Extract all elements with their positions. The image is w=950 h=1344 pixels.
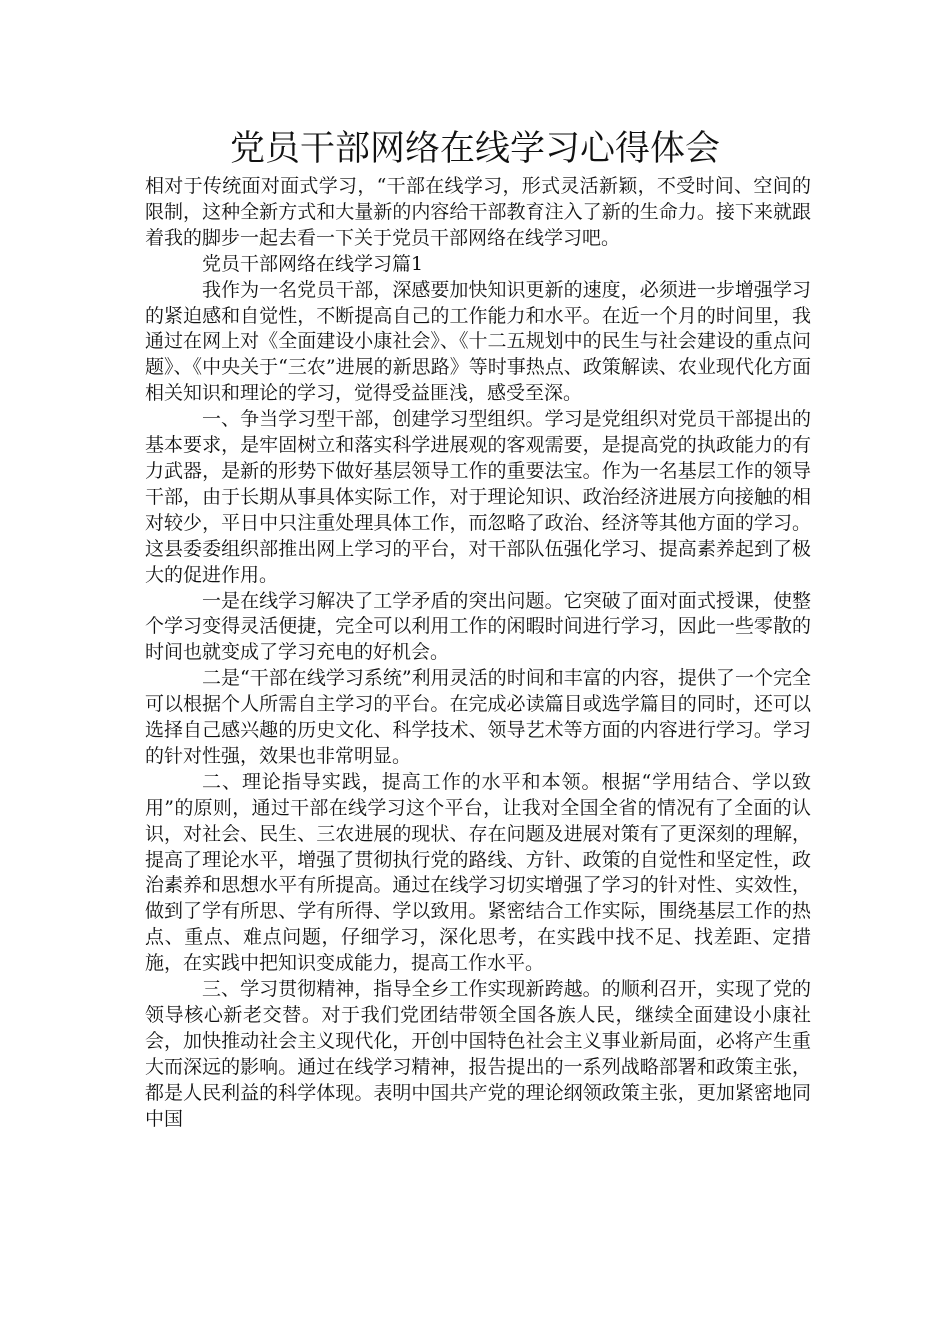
paragraph-intro: 相对于传统面对面式学习，“干部在线学习，形式灵活新颖，不受时间、空间的限制，这种全新方式和大量新的内容给干部教育注入了新的生命力。接下来就跟着我的脚步一起去看一下关于党员干部网络在线学习吧。 — [145, 175, 811, 249]
document-title: 党员干部网络在线学习心得体会 — [229, 129, 720, 169]
paragraph: 一、争当学习型干部，创建学习型组织。学习是党组织对党员干部提出的基本要求，是牢固树立和落实科学进展观的客观需要，是提高党的执政能力的有力武器，是新的形势下做好基层领导工作的重要法宝。作为一名基层工作的领导干部，由于长期从事具体实际工作，对于理论知识、政治经济进展方向接触的相对较少，平日中只注重处理具体工作，而忽略了政治、经济等其他方面的学习。这县委委组织部推出网上学习的平台，对干部队伍强化学习、提高素养起到了极大的促进作用。 — [145, 408, 811, 586]
paragraph: 二、理论指导实践，提高工作的水平和本领。根据“学用结合、学以致用”的原则，通过干部在线学习这个平台，让我对全国全省的情况有了全面的认识，对社会、民生、三农进展的现状、存在问题及进展对策有了更深刻的理解，提高了理论水平，增强了贯彻执行党的路线、方针、政策的自觉性和坚定性，政治素养和思想水平有所提高。通过在线学习切实增强了学习的针对性、实效性，做到了学有所思、学有所得、学以致用。紧密结合工作实际，围绕基层工作的热点、重点、难点问题，仔细学习，深化思考，在实践中找不足、找差距、定措施，在实践中把知识变成能力，提高工作水平。 — [145, 770, 811, 975]
paragraph: 二是“干部在线学习系统”利用灵活的时间和丰富的内容，提供了一个完全可以根据个人所需自主学习的平台。在完成必读篇目或选学篇目的同时，还可以选择自己感兴趣的历史文化、科学技术、领导艺术等方面的内容进行学习。学习的针对性强，效果也非常明显。 — [145, 667, 811, 767]
document-body — [145, 174, 811, 1133]
section-heading: 党员干部网络在线学习篇1 — [202, 252, 424, 275]
paragraph: 一是在线学习解决了工学矛盾的突出问题。它突破了面对面式授课，使整个学习变得灵活便捷，完全可以利用工作的闲暇时间进行学习，因此一些零散的时间也就变成了学习充电的好机会。 — [145, 589, 811, 664]
paragraph: 我作为一名党员干部，深感要加快知识更新的速度，必须进一步增强学习的紧迫感和自觉性，不断提高自己的工作能力和水平。在近一个月的时间里，我通过在网上对《全面建设小康社会》、《十二五规划中的民生与社会建设的重点问题》、《中央关于“三农”进展的新思路》等时事热点、政策解读、农业现代化方面相关知识和理论的学习，觉得受益匪浅，感受至深。 — [145, 278, 811, 405]
paragraph: 三、学习贯彻精神，指导全乡工作实现新跨越。的顺利召开，实现了党的领导核心新老交替。对于我们党团结带领全国各族人民，继续全面建设小康社会，加快推动社会主义现代化，开创中国特色社会主义事业新局面，必将产生重大而深远的影响。通过在线学习精神，报告提出的一系列战略部署和政策主张，都是人民利益的科学体现。表明中国共产党的理论纲领政策主张，更加紧密地同中国 — [145, 978, 811, 1130]
